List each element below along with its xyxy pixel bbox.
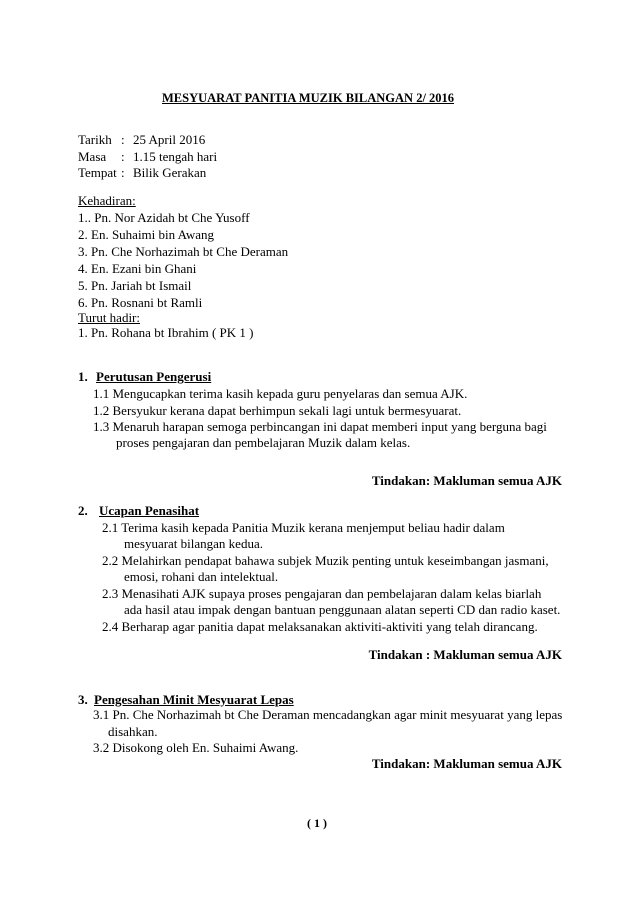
attendance-item: 2. En. Suhaimi bin Awang — [78, 227, 215, 242]
meta-value-time: 1.15 tengah hari — [133, 149, 218, 164]
section-line: 2.4 Berharap agar panitia dapat melaksanakan aktiviti-aktiviti yang telah dirancang. — [102, 619, 538, 634]
action-note: Tindakan: Makluman semua AJK — [371, 473, 562, 488]
section-number: 2. — [78, 503, 88, 518]
meta-value-date: 25 April 2016 — [133, 132, 206, 147]
section-line: 1.3 Menaruh harapan semoga perbincangan ini dapat memberi input yang berguna bagi — [93, 419, 547, 434]
section-line: 3.2 Disokong oleh En. Suhaimi Awang. — [93, 740, 299, 755]
section-heading: Perutusan Pengerusi — [96, 369, 212, 384]
section-heading: Ucapan Penasihat — [99, 503, 200, 518]
meta-label-place: Tempat — [78, 165, 117, 180]
meta-sep-date: : — [121, 132, 125, 147]
meta-label-time: Masa — [78, 149, 107, 164]
also-present-item: 1. Pn. Rohana bt Ibrahim ( PK 1 ) — [78, 325, 254, 340]
section-line: proses pengajaran dan pembelajaran Muzik dalam kelas. — [116, 435, 411, 450]
attendance-item: 6. Pn. Rosnani bt Ramli — [78, 295, 203, 310]
section-number: 1. — [78, 369, 88, 384]
action-note: Tindakan: Makluman semua AJK — [371, 756, 562, 771]
meta-sep-place: : — [121, 165, 125, 180]
section-line: 1.1 Mengucapkan terima kasih kepada guru penyelaras dan semua AJK. — [93, 386, 468, 401]
attendance-item: 5. Pn. Jariah bt Ismail — [78, 278, 192, 293]
meta-label-date: Tarikh — [78, 132, 112, 147]
page-number: ( 1 ) — [307, 816, 327, 830]
section-line: 2.1 Terima kasih kepada Panitia Muzik kerana menjemput beliau hadir dalam — [102, 520, 505, 535]
attendance-item: 3. Pn. Che Norhazimah bt Che Deraman — [78, 244, 289, 259]
meta-value-place: Bilik Gerakan — [133, 165, 207, 180]
section-line: disahkan. — [108, 724, 158, 739]
meta-sep-time: : — [121, 149, 125, 164]
section-number: 3. — [78, 692, 88, 707]
action-note: Tindakan : Makluman semua AJK — [368, 647, 562, 662]
section-heading: Pengesahan Minit Mesyuarat Lepas — [94, 692, 294, 707]
section-line: ada hasil atau impak dengan bantuan penggunaan alatan seperti CD dan radio kaset. — [124, 602, 561, 617]
section-line: 3.1 Pn. Che Norhazimah bt Che Deraman mencadangkan agar minit mesyuarat yang lepas — [93, 707, 563, 722]
section-line: 2.2 Melahirkan pendapat bahawa subjek Muzik penting untuk keseimbangan jasmani, — [102, 553, 549, 568]
also-present-heading: Turut hadir: — [78, 310, 140, 325]
attendance-heading: Kehadiran: — [78, 193, 136, 208]
section-line: 2.3 Menasihati AJK supaya proses pengajaran dan pembelajaran dalam kelas biarlah — [102, 586, 542, 601]
attendance-item: 4. En. Ezani bin Ghani — [78, 261, 197, 276]
document-title: MESYUARAT PANITIA MUZIK BILANGAN 2/ 2016 — [162, 91, 455, 105]
section-line: emosi, rohani dan intelektual. — [124, 569, 279, 584]
section-line: 1.2 Bersyukur kerana dapat berhimpun sekali lagi untuk bermesyuarat. — [93, 403, 462, 418]
section-line: mesyuarat bilangan kedua. — [124, 536, 263, 551]
attendance-item: 1.. Pn. Nor Azidah bt Che Yusoff — [78, 210, 250, 225]
